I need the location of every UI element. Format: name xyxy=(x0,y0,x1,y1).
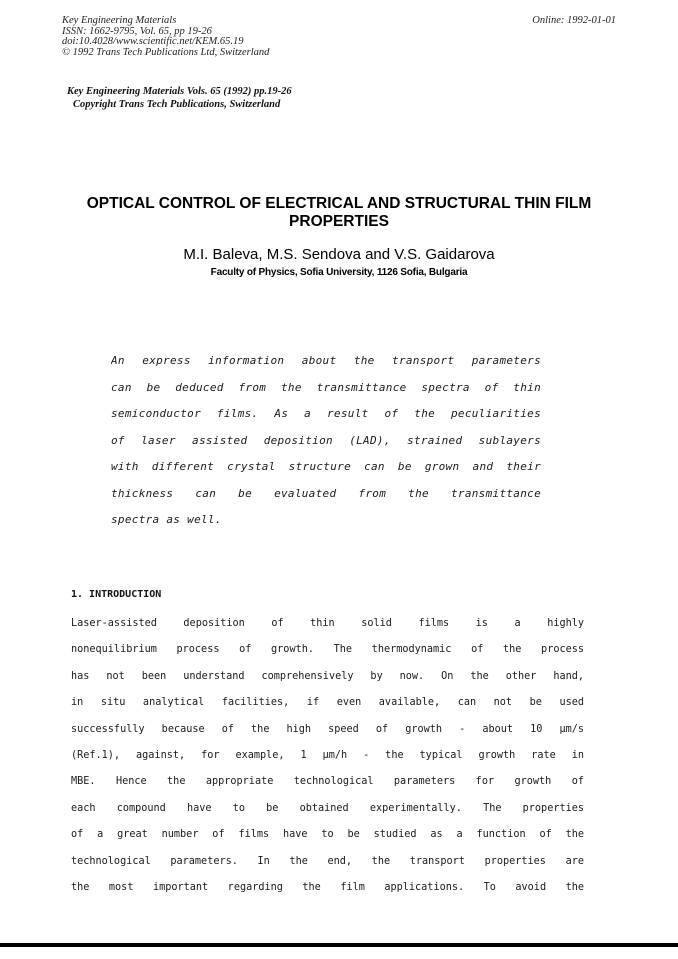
meta-issn: ISSN: 1662-9795, Vol. 65, pp 19-26 xyxy=(62,25,212,37)
journal-header xyxy=(67,85,292,111)
journal-copyright: Copyright Trans Tech Publications, Switzerland xyxy=(73,99,281,110)
meta-journal: Key Engineering Materials xyxy=(62,15,177,26)
body-line: nonequilibrium process of growth. The thermodynamic of the process xyxy=(71,644,584,656)
abstract-line: of laser assisted deposition (LAD), strained sublayers xyxy=(111,433,541,447)
authors: M.I. Baleva, M.S. Sendova and V.S. Gaidarova xyxy=(183,246,495,263)
publication-metadata xyxy=(62,16,269,58)
meta-copyright: © 1992 Trans Tech Publications Ltd, Switzerland xyxy=(62,46,270,58)
affiliation: Faculty of Physics, Sofia University, 1126 Sofia, Bulgaria xyxy=(210,267,468,278)
abstract-line: thickness can be evaluated from the transmittance xyxy=(111,486,541,500)
meta-doi[interactable]: doi:10.4028/www.scientific.net/KEM.65.19 xyxy=(62,36,244,47)
abstract-line: spectra as well. xyxy=(111,513,222,526)
abstract xyxy=(111,348,541,534)
body-line: of a great number of films have to be studied as a function of the xyxy=(71,829,584,841)
title-line-1: OPTICAL CONTROL OF ELECTRICAL AND STRUCTURAL THIN FILM xyxy=(86,195,592,212)
body-line: successfully because of the high speed of growth - about 10 μm/s xyxy=(71,723,584,735)
footer-rule xyxy=(0,943,678,947)
abstract-line: with different crystal structure can be grown and their xyxy=(111,460,541,473)
body-text xyxy=(71,611,584,901)
body-line: Laser-assisted deposition of thin solid films is a highly xyxy=(71,618,584,629)
abstract-line: can be deduced from the transmittance spectra of thin xyxy=(111,380,541,394)
body-line: each compound have to be obtained experimentally. The properties xyxy=(71,802,584,814)
body-line: technological parameters. In the end, the transport properties are xyxy=(71,855,584,867)
paper-title xyxy=(40,195,638,231)
title-line-2: PROPERTIES xyxy=(289,213,389,230)
section-heading: 1. INTRODUCTION xyxy=(71,589,162,600)
abstract-line: semiconductor films. As a result of the peculiarities xyxy=(111,407,541,420)
body-line: has not been understand comprehensively by now. On the other hand, xyxy=(71,670,584,682)
body-line: the most important regarding the film applications. To avoid the xyxy=(71,882,584,894)
journal-vols: Key Engineering Materials Vols. 65 (1992) pp.19-26 xyxy=(67,86,292,97)
online-date: Online: 1992-01-01 xyxy=(532,15,616,26)
body-line: in situ analytical facilities, if even available, can not be used xyxy=(71,697,584,709)
body-line: (Ref.1), against, for example, 1 μm/h - the typical growth rate in xyxy=(71,750,584,762)
body-line: MBE. Hence the appropriate technological parameters for growth of xyxy=(71,776,584,788)
abstract-line: An express information about the transport parameters xyxy=(111,354,541,367)
